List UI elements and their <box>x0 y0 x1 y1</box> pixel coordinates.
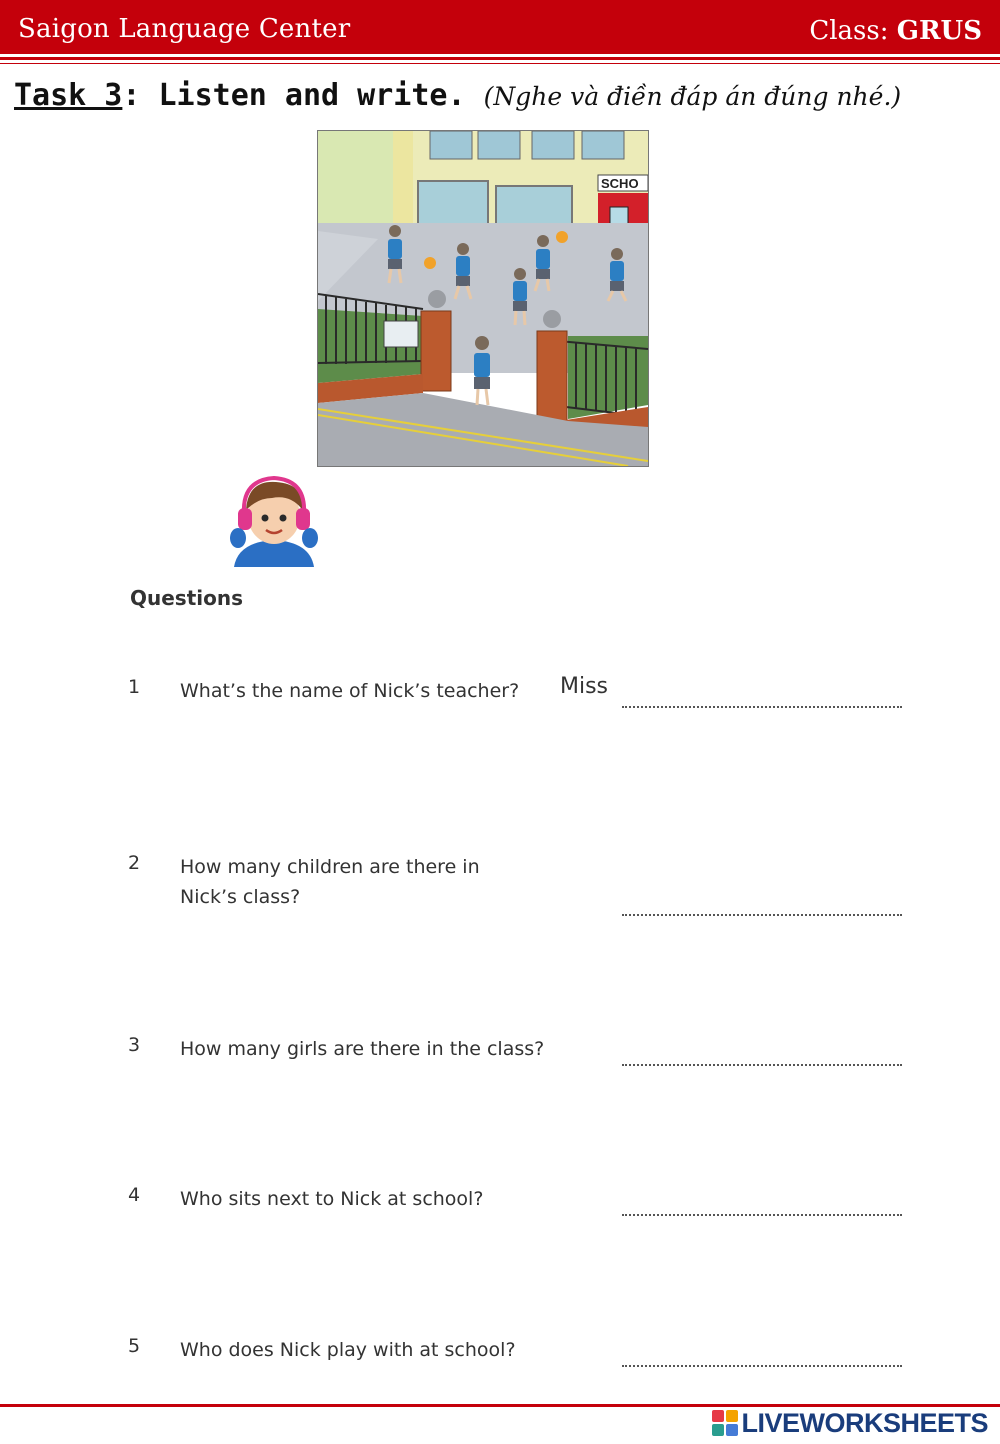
liveworksheets-mark-icon <box>712 1410 738 1436</box>
answer-field-1[interactable] <box>622 684 902 708</box>
question-text: What’s the name of Nick’s teacher? <box>180 680 520 702</box>
answer-field-3[interactable] <box>622 1042 902 1066</box>
question-text: Who does Nick play with at school? <box>180 1339 516 1361</box>
task-instruction: Listen and write. <box>158 78 466 113</box>
header-bar <box>0 0 1000 54</box>
school-sign: SCHO <box>601 176 639 191</box>
answer-field-4[interactable] <box>622 1192 902 1216</box>
task-number: Task 3 <box>14 78 123 113</box>
school-yard-illustration <box>317 130 649 467</box>
task-separator: : <box>122 78 141 113</box>
answer-field-2[interactable] <box>622 892 902 916</box>
question-number: 3 <box>128 1034 141 1056</box>
answer-field-5[interactable] <box>622 1343 902 1367</box>
question-number: 5 <box>128 1335 141 1357</box>
question-number: 1 <box>128 676 141 698</box>
center-name: Saigon Language Center <box>18 14 351 44</box>
question-text: How many girls are there in the class? <box>180 1038 545 1060</box>
liveworksheets-logo <box>712 1406 988 1440</box>
class-info <box>809 16 982 46</box>
question-text: Who sits next to Nick at school? <box>180 1188 484 1210</box>
task-heading <box>14 78 901 113</box>
header-divider-thin <box>0 63 1000 64</box>
questions-heading: Questions <box>130 586 244 610</box>
liveworksheets-wordmark: LIVEWORKSHEETS <box>741 1407 988 1438</box>
header-divider <box>0 57 1000 60</box>
task-instruction-vietnamese: (Nghe và điền đáp án đúng nhé.) <box>483 82 902 111</box>
question-text: How many children are there in Nick’s class? <box>180 856 480 908</box>
answer-prefix: Miss <box>560 674 609 699</box>
boy-with-headphones-icon <box>228 472 320 567</box>
question-number: 4 <box>128 1184 141 1206</box>
question-number: 2 <box>128 852 141 874</box>
class-label: Class: <box>809 16 889 46</box>
class-value: GRUS <box>896 16 982 46</box>
